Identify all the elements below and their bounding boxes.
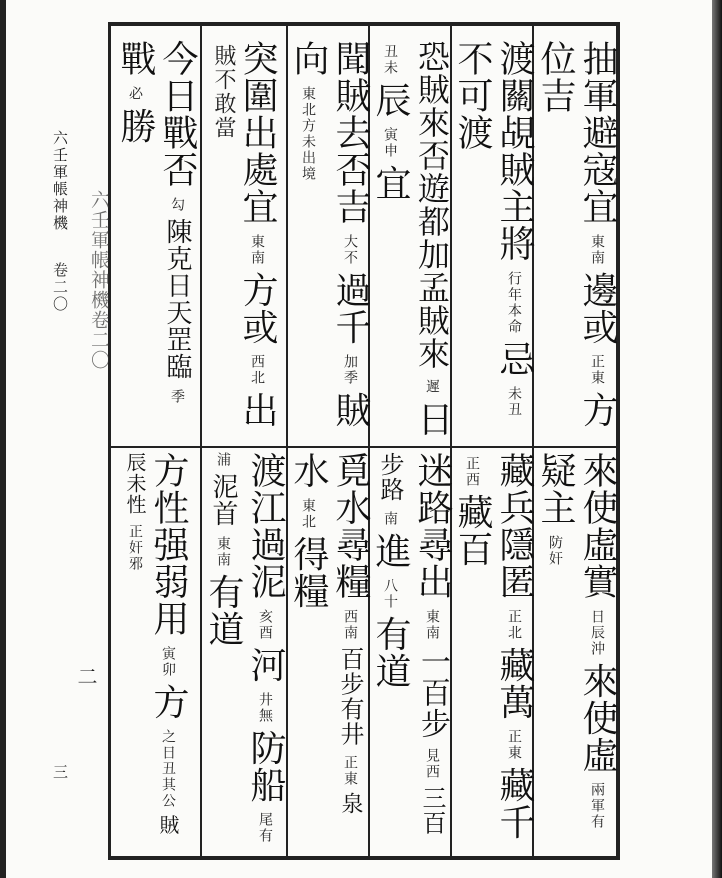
annotation: 西北 [249, 354, 265, 387]
main-text: 覓水尋糧 [330, 452, 371, 600]
frame-top-rule [108, 22, 620, 26]
text-column-3 [371, 40, 451, 858]
annotation: 見西 [424, 748, 440, 781]
annotation: 遲 [424, 379, 440, 396]
main-text: 方或 [237, 271, 278, 346]
annotation: 正奸邪 [127, 524, 143, 573]
annotation: 井無 [257, 692, 273, 725]
main-text: 聞賊去否吉 [330, 40, 371, 225]
annotation: 賊不敢當 [211, 44, 236, 140]
main-text: 勝 [115, 107, 156, 145]
annotation: 東南 [589, 234, 605, 267]
annotation: 兩軍有 [589, 782, 605, 831]
main-text: 防船 [245, 729, 286, 804]
main-text: 藏兵隱匿 [494, 452, 535, 600]
main-text: 戰 [115, 40, 156, 77]
page-mark: 二 [74, 666, 98, 688]
column-1-upper [536, 40, 616, 442]
annotation: 大不 [342, 234, 358, 267]
annotation: 寅申 [382, 127, 398, 160]
text-column-2 [453, 40, 533, 858]
main-text: 藏千 [494, 766, 535, 841]
annotation: 加季 [342, 354, 358, 387]
margin-volume: 卷二〇 [51, 262, 69, 313]
column-5-lower [204, 452, 284, 852]
main-text: 藏百 [452, 493, 493, 568]
annotation: 東北 [300, 498, 316, 531]
annotation: 必 [127, 86, 143, 103]
column-3-upper [371, 40, 451, 442]
main-text: 渡江過泥 [245, 452, 286, 600]
scan-edge-right [712, 0, 722, 878]
column-2-lower [453, 452, 533, 852]
main-text: 宜 [370, 164, 411, 202]
text-column-4 [289, 40, 369, 858]
annotation: 正東 [506, 729, 522, 762]
main-text: 藏萬 [494, 646, 535, 721]
main-text: 今日戰否 [157, 40, 198, 188]
main-text: 賊辰未性 [123, 452, 180, 836]
main-text: 突圍出處宜 [237, 40, 278, 225]
column-4-lower [289, 452, 369, 852]
annotation: 亥酉 [257, 609, 273, 642]
annotation: 寅卯 [160, 646, 176, 679]
main-text: 疑主 [535, 452, 576, 526]
main-text: 不可渡 [452, 40, 493, 151]
main-text: 抽軍避寇宜 [577, 40, 618, 225]
margin-title: 六壬軍帳神機 [51, 130, 69, 232]
annotation: 東南 [424, 609, 440, 642]
main-text: 邊或 [577, 271, 618, 346]
main-text: 陳克日天罡臨 [162, 218, 192, 381]
margin-page-number: 三 [51, 764, 69, 781]
annotation: 尾有浦 [215, 452, 273, 845]
main-text: 來使虛 [577, 662, 618, 774]
annotation: 正東 [342, 755, 358, 788]
annotation: 之日丑其公 [160, 729, 176, 810]
main-text: 來使虛實 [577, 452, 618, 600]
main-text: 泥首 [208, 473, 238, 528]
main-text: 進 [370, 532, 411, 570]
main-text: 百步有井 [336, 646, 364, 747]
column-2-upper [453, 40, 533, 442]
column-6-upper [116, 40, 196, 442]
annotation: 季 [169, 389, 185, 406]
frame-left-rule [108, 22, 111, 860]
main-text: 水 [288, 452, 329, 489]
main-text: 方 [148, 683, 189, 721]
main-text: 方性强弱用 [148, 452, 189, 637]
column-5-upper [204, 40, 284, 442]
main-text: 迷路尋出 [412, 452, 453, 600]
annotation: 正東 [589, 354, 605, 387]
main-text: 泉 [338, 792, 363, 816]
annotation: 東南 [249, 234, 265, 267]
main-text: 有道 [370, 615, 411, 690]
main-text: 有道 [203, 573, 244, 648]
text-column-6 [116, 40, 196, 858]
column-6-lower [116, 452, 196, 852]
annotation: 正北 [506, 609, 522, 642]
main-text: 日 [412, 400, 453, 438]
annotation: 南 [382, 511, 398, 528]
main-text: 辰 [370, 81, 411, 119]
annotation: 未丑 [506, 386, 522, 419]
annotation: 丑未 [382, 44, 398, 76]
column-4-upper [289, 40, 369, 442]
text-column-5 [204, 40, 284, 858]
annotation: 行年本命 [506, 271, 522, 336]
annotation: 西南 [342, 609, 358, 642]
main-text: 恐賊來否遊都加孟賊來 [413, 40, 451, 370]
main-text: 過千 [330, 271, 371, 346]
main-text: 出 [237, 391, 278, 429]
annotation: 勾 [169, 197, 185, 214]
main-text: 一百步 [415, 646, 450, 740]
column-3-lower [371, 452, 451, 852]
main-text: 得糧 [288, 535, 329, 610]
annotation: 日辰沖 [589, 609, 605, 658]
main-text: 三百步路 [376, 452, 446, 836]
annotation: 防奸 [547, 535, 563, 568]
main-text: 方位吉 [535, 40, 618, 429]
scan-edge-left [0, 0, 6, 878]
column-1-lower [536, 452, 616, 852]
annotation: 東北方未出境 [300, 86, 316, 183]
annotation: 八十 [382, 578, 398, 611]
fold-bleed-text: 六壬軍帳神機卷二〇 [88, 190, 110, 370]
text-column-1 [536, 40, 616, 858]
main-text: 渡關覘賊主將 [494, 40, 535, 262]
main-text: 忌 [494, 340, 535, 378]
annotation: 正西 [464, 456, 480, 488]
annotation: 東南 [215, 536, 231, 569]
main-text: 賊向 [288, 40, 371, 429]
main-text: 河 [245, 646, 286, 684]
